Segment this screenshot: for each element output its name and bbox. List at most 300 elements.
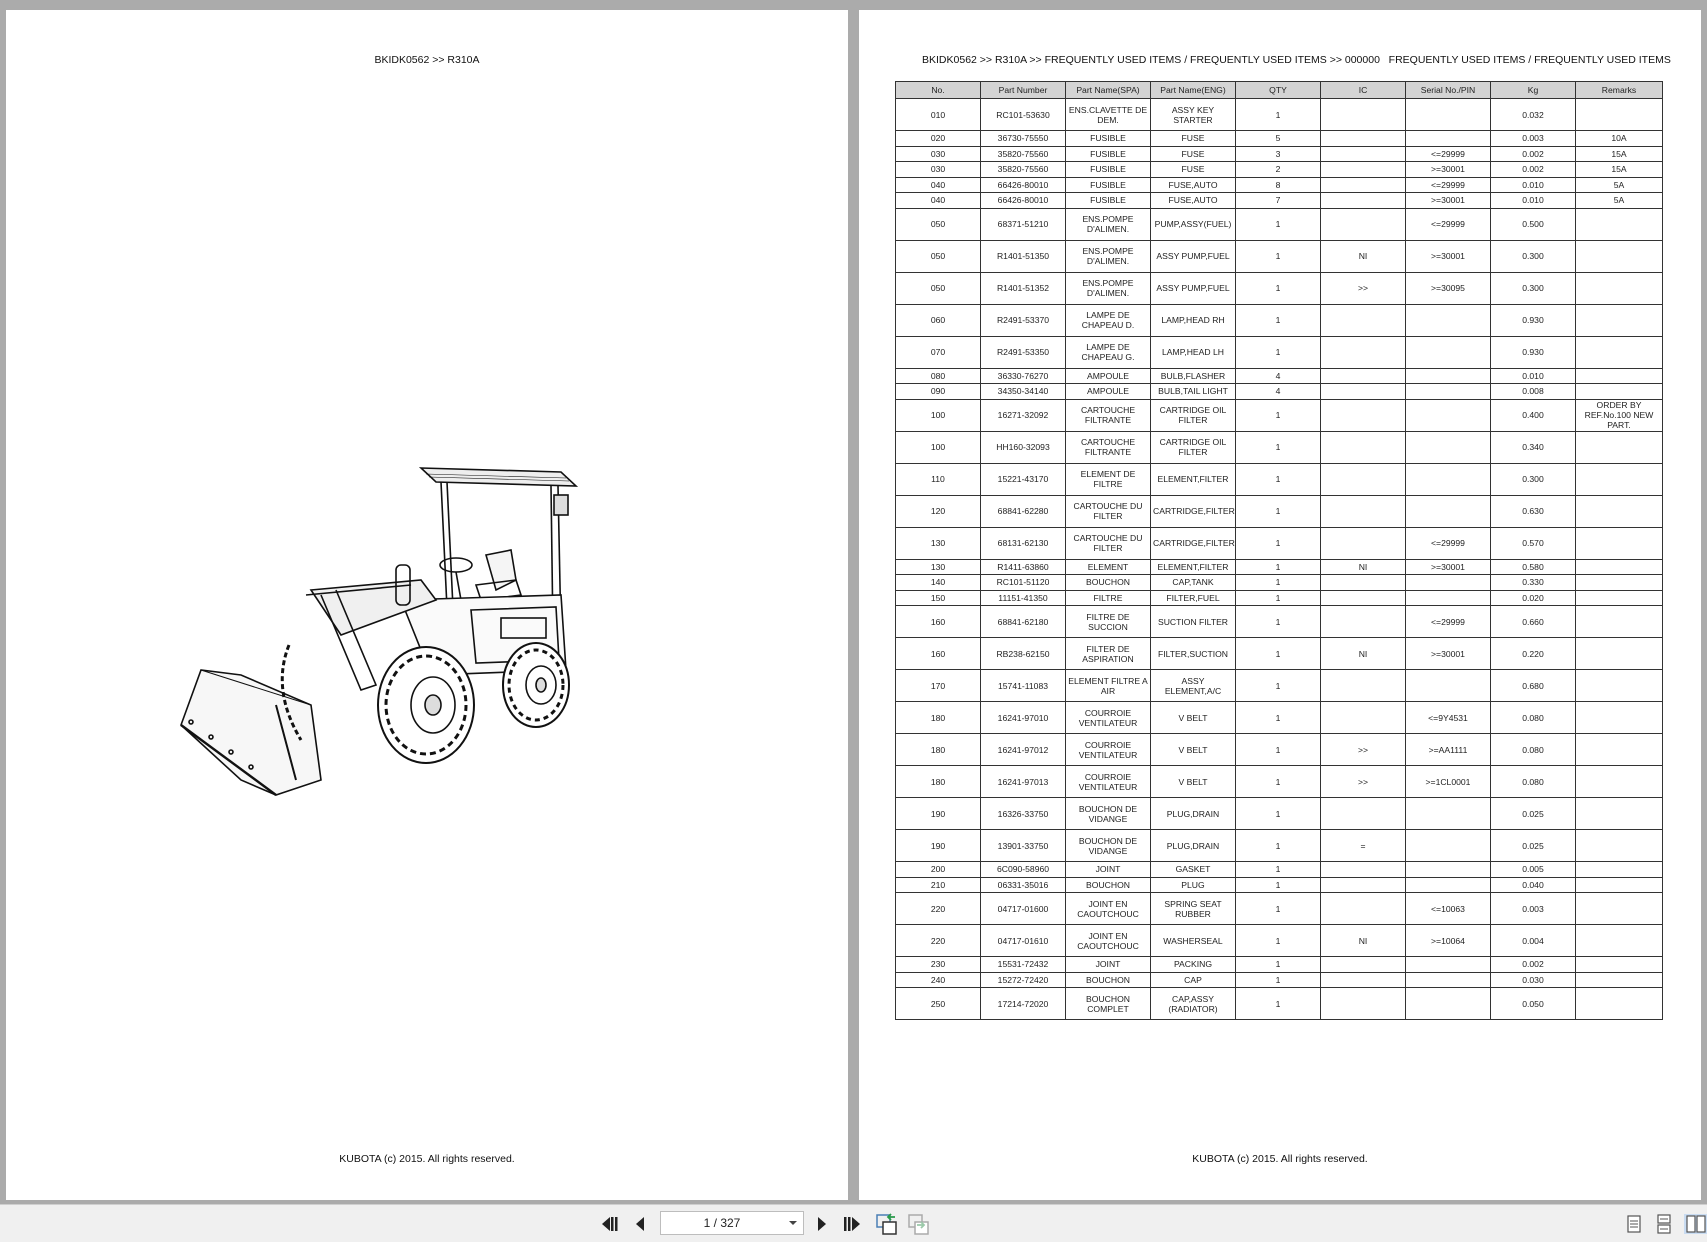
- cell-serial-pin: >=30095: [1406, 272, 1491, 304]
- cell-ic-code: [1321, 399, 1406, 431]
- table-row: [896, 575, 1663, 591]
- cell-part-number: 66426-80010: [981, 177, 1066, 193]
- cell-ic-code: [1321, 877, 1406, 893]
- cell-item-number: 110: [896, 463, 981, 495]
- cell-weight-kg: 0.630: [1491, 495, 1576, 527]
- table-row: [896, 670, 1663, 702]
- cell-part-name-eng: PLUG,DRAIN: [1151, 830, 1236, 862]
- page-header: BKIDK0562 >> R310A >> FREQUENTLY USED ITEMS / FREQUENTLY USED ITEMS >> 000000 FREQUENTLY USED ITEMS / FREQUENTLY USED ITEMS: [922, 54, 1671, 66]
- cell-ic-code: [1321, 384, 1406, 400]
- chevron-down-icon[interactable]: [789, 1221, 797, 1225]
- table-row: [896, 463, 1663, 495]
- cell-part-name-spa: COURROIE VENTILATEUR: [1066, 702, 1151, 734]
- cell-remarks: [1576, 368, 1663, 384]
- cell-serial-pin: >=30001: [1406, 240, 1491, 272]
- cell-item-number: 220: [896, 925, 981, 957]
- cell-ic-code: [1321, 431, 1406, 463]
- cell-serial-pin: [1406, 877, 1491, 893]
- cell-ic-code: [1321, 575, 1406, 591]
- cell-item-number: 010: [896, 99, 981, 131]
- cell-remarks: [1576, 877, 1663, 893]
- table-row: [896, 384, 1663, 400]
- cell-serial-pin: <=29999: [1406, 146, 1491, 162]
- table-row: [896, 399, 1663, 431]
- cell-part-number: 16241-97012: [981, 734, 1066, 766]
- cell-ic-code: [1321, 463, 1406, 495]
- cell-remarks: [1576, 240, 1663, 272]
- table-row: [896, 925, 1663, 957]
- cell-part-name-eng: CARTRIDGE,FILTER: [1151, 495, 1236, 527]
- cell-serial-pin: <=10063: [1406, 893, 1491, 925]
- cell-item-number: 040: [896, 193, 981, 209]
- cell-part-name-eng: PLUG: [1151, 877, 1236, 893]
- page-footer: KUBOTA (c) 2015. All rights reserved.: [339, 1153, 515, 1165]
- cell-remarks: 5A: [1576, 177, 1663, 193]
- next-page-icon[interactable]: [811, 1214, 831, 1234]
- cell-remarks: [1576, 893, 1663, 925]
- cell-remarks: [1576, 798, 1663, 830]
- cell-item-number: 230: [896, 957, 981, 973]
- cell-weight-kg: 0.580: [1491, 559, 1576, 575]
- cell-part-name-spa: ELEMENT DE FILTRE: [1066, 463, 1151, 495]
- cell-remarks: [1576, 208, 1663, 240]
- cell-quantity: 1: [1236, 670, 1321, 702]
- cell-serial-pin: [1406, 368, 1491, 384]
- cell-part-name-spa: JOINT: [1066, 957, 1151, 973]
- cell-part-number: R2491-53350: [981, 336, 1066, 368]
- cell-part-name-spa: FILTRE DE SUCCION: [1066, 606, 1151, 638]
- cell-remarks: [1576, 575, 1663, 591]
- cell-remarks: [1576, 670, 1663, 702]
- cell-item-number: 090: [896, 384, 981, 400]
- cell-weight-kg: 0.010: [1491, 193, 1576, 209]
- cell-part-name-eng: FUSE: [1151, 162, 1236, 178]
- cell-part-name-eng: SPRING SEAT RUBBER: [1151, 893, 1236, 925]
- cell-weight-kg: 0.020: [1491, 590, 1576, 606]
- cell-part-name-spa: CARTOUCHE DU FILTER: [1066, 495, 1151, 527]
- cell-part-number: 68841-62280: [981, 495, 1066, 527]
- page-footer: KUBOTA (c) 2015. All rights reserved.: [1192, 1153, 1368, 1165]
- table-row: [896, 559, 1663, 575]
- table-row: [896, 131, 1663, 147]
- cell-ic-code: >>: [1321, 272, 1406, 304]
- cell-part-name-eng: FILTER,SUCTION: [1151, 638, 1236, 670]
- cell-ic-code: [1321, 862, 1406, 878]
- cell-item-number: 200: [896, 862, 981, 878]
- cell-ic-code: [1321, 972, 1406, 988]
- cell-quantity: 1: [1236, 988, 1321, 1020]
- cell-part-name-spa: FUSIBLE: [1066, 193, 1151, 209]
- cell-part-name-eng: FUSE,AUTO: [1151, 177, 1236, 193]
- page-number-input[interactable]: [660, 1211, 804, 1235]
- table-row: [896, 798, 1663, 830]
- cell-remarks: [1576, 766, 1663, 798]
- previous-page-icon[interactable]: [631, 1214, 651, 1234]
- cell-ic-code: [1321, 606, 1406, 638]
- cell-ic-code: [1321, 590, 1406, 606]
- cell-part-name-eng: BULB,FLASHER: [1151, 368, 1236, 384]
- table-row: [896, 606, 1663, 638]
- table-row: [896, 304, 1663, 336]
- page-header: BKIDK0562 >> R310A: [374, 54, 480, 66]
- cell-part-name-spa: JOINT EN CAOUTCHOUC: [1066, 893, 1151, 925]
- cell-quantity: 1: [1236, 272, 1321, 304]
- cell-part-number: 16241-97010: [981, 702, 1066, 734]
- cell-weight-kg: 0.002: [1491, 162, 1576, 178]
- cell-part-number: 68371-51210: [981, 208, 1066, 240]
- cell-remarks: [1576, 495, 1663, 527]
- cell-weight-kg: 0.400: [1491, 399, 1576, 431]
- cell-weight-kg: 0.220: [1491, 638, 1576, 670]
- cell-remarks: [1576, 606, 1663, 638]
- cell-weight-kg: 0.005: [1491, 862, 1576, 878]
- column-header-part-number: Part Number: [981, 82, 1066, 99]
- table-row: [896, 830, 1663, 862]
- cell-part-name-eng: SUCTION FILTER: [1151, 606, 1236, 638]
- column-header-part-name-eng: Part Name(ENG): [1151, 82, 1236, 99]
- cell-serial-pin: [1406, 798, 1491, 830]
- cell-ic-code: NI: [1321, 638, 1406, 670]
- cell-quantity: 1: [1236, 606, 1321, 638]
- cell-serial-pin: [1406, 590, 1491, 606]
- continuous-view-icon[interactable]: [1654, 1214, 1674, 1234]
- cell-part-name-eng: LAMP,HEAD LH: [1151, 336, 1236, 368]
- cell-part-name-spa: BOUCHON COMPLET: [1066, 988, 1151, 1020]
- left-page: [6, 10, 848, 1200]
- cell-part-number: RC101-51120: [981, 575, 1066, 591]
- cell-item-number: 060: [896, 304, 981, 336]
- cell-ic-code: [1321, 99, 1406, 131]
- cell-ic-code: [1321, 304, 1406, 336]
- column-header-item-number: No.: [896, 82, 981, 99]
- cell-quantity: 1: [1236, 798, 1321, 830]
- cell-part-name-spa: ELEMENT FILTRE A AIR: [1066, 670, 1151, 702]
- cell-quantity: 1: [1236, 877, 1321, 893]
- cell-serial-pin: >=30001: [1406, 559, 1491, 575]
- cell-part-number: 11151-41350: [981, 590, 1066, 606]
- cell-ic-code: [1321, 988, 1406, 1020]
- cell-weight-kg: 0.025: [1491, 830, 1576, 862]
- cell-part-name-spa: ENS.POMPE D'ALIMEN.: [1066, 272, 1151, 304]
- cell-part-number: 16241-97013: [981, 766, 1066, 798]
- cell-part-number: 16271-32092: [981, 399, 1066, 431]
- column-header-serial-pin: Serial No./PIN: [1406, 82, 1491, 99]
- cell-serial-pin: >=30001: [1406, 193, 1491, 209]
- cell-quantity: 7: [1236, 193, 1321, 209]
- cell-ic-code: [1321, 495, 1406, 527]
- cell-part-name-spa: AMPOULE: [1066, 368, 1151, 384]
- cell-item-number: 150: [896, 590, 981, 606]
- cell-serial-pin: >=30001: [1406, 638, 1491, 670]
- cell-part-number: RC101-53630: [981, 99, 1066, 131]
- cell-part-name-eng: V BELT: [1151, 766, 1236, 798]
- cell-quantity: 1: [1236, 399, 1321, 431]
- cell-part-name-spa: LAMPE DE CHAPEAU G.: [1066, 336, 1151, 368]
- right-page: [859, 10, 1701, 1200]
- cell-serial-pin: <=29999: [1406, 177, 1491, 193]
- cell-part-name-eng: CARTRIDGE,FILTER: [1151, 527, 1236, 559]
- cell-part-number: 15272-72420: [981, 972, 1066, 988]
- table-row: [896, 240, 1663, 272]
- cell-part-name-spa: ENS.CLAVETTE DE DEM.: [1066, 99, 1151, 131]
- cell-weight-kg: 0.300: [1491, 240, 1576, 272]
- cell-part-name-spa: ELEMENT: [1066, 559, 1151, 575]
- cell-quantity: 1: [1236, 559, 1321, 575]
- cell-remarks: [1576, 272, 1663, 304]
- cell-part-name-spa: COURROIE VENTILATEUR: [1066, 766, 1151, 798]
- cell-part-name-eng: WASHERSEAL: [1151, 925, 1236, 957]
- cell-quantity: 1: [1236, 925, 1321, 957]
- cell-ic-code: [1321, 893, 1406, 925]
- cell-quantity: 1: [1236, 766, 1321, 798]
- cell-item-number: 170: [896, 670, 981, 702]
- cell-item-number: 180: [896, 734, 981, 766]
- cell-quantity: 1: [1236, 702, 1321, 734]
- cell-quantity: 5: [1236, 131, 1321, 147]
- cell-part-number: 34350-34140: [981, 384, 1066, 400]
- cell-remarks: [1576, 304, 1663, 336]
- cell-part-name-spa: FUSIBLE: [1066, 177, 1151, 193]
- cell-item-number: 130: [896, 527, 981, 559]
- cell-part-number: RB238-62150: [981, 638, 1066, 670]
- cell-part-number: 68131-62130: [981, 527, 1066, 559]
- cell-serial-pin: >=AA1111: [1406, 734, 1491, 766]
- facing-pages-view-icon[interactable]: [1684, 1214, 1707, 1234]
- cell-ic-code: [1321, 957, 1406, 973]
- parts-table: [895, 81, 1663, 1020]
- cell-serial-pin: >=10064: [1406, 925, 1491, 957]
- cell-weight-kg: 0.570: [1491, 527, 1576, 559]
- cell-part-number: 36730-75550: [981, 131, 1066, 147]
- cell-quantity: 1: [1236, 99, 1321, 131]
- cell-remarks: 5A: [1576, 193, 1663, 209]
- cell-remarks: [1576, 527, 1663, 559]
- single-page-view-icon[interactable]: [1624, 1214, 1644, 1234]
- cell-part-name-spa: FUSIBLE: [1066, 146, 1151, 162]
- cell-quantity: 1: [1236, 208, 1321, 240]
- cell-quantity: 8: [1236, 177, 1321, 193]
- table-row: [896, 431, 1663, 463]
- cell-part-number: R1401-51352: [981, 272, 1066, 304]
- page-indicator: 1 / 327: [703, 1216, 741, 1230]
- cell-serial-pin: [1406, 431, 1491, 463]
- cell-weight-kg: 0.008: [1491, 384, 1576, 400]
- cell-serial-pin: [1406, 957, 1491, 973]
- column-header-remarks: Remarks: [1576, 82, 1663, 99]
- cell-remarks: [1576, 830, 1663, 862]
- cell-part-name-eng: PUMP,ASSY(FUEL): [1151, 208, 1236, 240]
- cell-part-name-eng: CARTRIDGE OIL FILTER: [1151, 431, 1236, 463]
- cell-remarks: [1576, 638, 1663, 670]
- cell-serial-pin: [1406, 670, 1491, 702]
- cell-weight-kg: 0.340: [1491, 431, 1576, 463]
- cell-quantity: 1: [1236, 463, 1321, 495]
- previous-view-icon[interactable]: [875, 1212, 899, 1236]
- table-row: [896, 893, 1663, 925]
- cell-item-number: 040: [896, 177, 981, 193]
- cell-part-name-eng: CAP,TANK: [1151, 575, 1236, 591]
- cell-part-name-eng: CAP,ASSY (RADIATOR): [1151, 988, 1236, 1020]
- cell-serial-pin: [1406, 862, 1491, 878]
- cell-part-name-spa: BOUCHON: [1066, 877, 1151, 893]
- cell-quantity: 3: [1236, 146, 1321, 162]
- cell-part-number: 06331-35016: [981, 877, 1066, 893]
- cell-ic-code: NI: [1321, 925, 1406, 957]
- cell-part-number: 04717-01610: [981, 925, 1066, 957]
- cell-quantity: 4: [1236, 384, 1321, 400]
- table-row: [896, 336, 1663, 368]
- column-header-part-name-spa: Part Name(SPA): [1066, 82, 1151, 99]
- cell-item-number: 020: [896, 131, 981, 147]
- cell-part-name-eng: FUSE,AUTO: [1151, 193, 1236, 209]
- cell-part-name-spa: FILTRE: [1066, 590, 1151, 606]
- cell-item-number: 050: [896, 272, 981, 304]
- cell-ic-code: [1321, 336, 1406, 368]
- table-row: [896, 272, 1663, 304]
- cell-ic-code: [1321, 162, 1406, 178]
- table-header-row: [896, 82, 1663, 99]
- cell-weight-kg: 0.002: [1491, 146, 1576, 162]
- cell-serial-pin: [1406, 463, 1491, 495]
- table-row: [896, 527, 1663, 559]
- cell-part-name-spa: COURROIE VENTILATEUR: [1066, 734, 1151, 766]
- table-row: [896, 495, 1663, 527]
- cell-weight-kg: 0.003: [1491, 131, 1576, 147]
- cell-part-name-spa: JOINT EN CAOUTCHOUC: [1066, 925, 1151, 957]
- table-row: [896, 988, 1663, 1020]
- cell-ic-code: [1321, 702, 1406, 734]
- cell-item-number: 030: [896, 146, 981, 162]
- cell-part-name-eng: V BELT: [1151, 702, 1236, 734]
- cell-serial-pin: >=1CL0001: [1406, 766, 1491, 798]
- cell-ic-code: [1321, 146, 1406, 162]
- cell-part-number: 15221-43170: [981, 463, 1066, 495]
- cell-remarks: [1576, 336, 1663, 368]
- cell-part-name-eng: FILTER,FUEL: [1151, 590, 1236, 606]
- cell-part-name-spa: CARTOUCHE DU FILTER: [1066, 527, 1151, 559]
- cell-item-number: 050: [896, 208, 981, 240]
- cell-serial-pin: [1406, 399, 1491, 431]
- cell-serial-pin: [1406, 99, 1491, 131]
- cell-part-number: 35820-75560: [981, 146, 1066, 162]
- cell-part-number: 13901-33750: [981, 830, 1066, 862]
- cell-weight-kg: 0.025: [1491, 798, 1576, 830]
- cell-part-name-eng: FUSE: [1151, 146, 1236, 162]
- cell-item-number: 030: [896, 162, 981, 178]
- cell-ic-code: >>: [1321, 734, 1406, 766]
- table-row: [896, 193, 1663, 209]
- cell-part-name-eng: CARTRIDGE OIL FILTER: [1151, 399, 1236, 431]
- cell-item-number: 160: [896, 606, 981, 638]
- cell-ic-code: [1321, 177, 1406, 193]
- cell-serial-pin: [1406, 384, 1491, 400]
- next-view-icon[interactable]: [907, 1212, 931, 1236]
- cell-ic-code: >>: [1321, 766, 1406, 798]
- cell-quantity: 1: [1236, 495, 1321, 527]
- table-row: [896, 146, 1663, 162]
- cell-weight-kg: 0.300: [1491, 272, 1576, 304]
- cell-quantity: 1: [1236, 240, 1321, 272]
- cell-remarks: ORDER BY REF.No.100 NEW PART.: [1576, 399, 1663, 431]
- cell-part-name-eng: GASKET: [1151, 862, 1236, 878]
- cell-remarks: 15A: [1576, 162, 1663, 178]
- cell-item-number: 130: [896, 559, 981, 575]
- cell-weight-kg: 0.010: [1491, 368, 1576, 384]
- cell-part-name-spa: LAMPE DE CHAPEAU D.: [1066, 304, 1151, 336]
- cell-remarks: [1576, 590, 1663, 606]
- cell-weight-kg: 0.080: [1491, 702, 1576, 734]
- cell-part-name-eng: ASSY PUMP,FUEL: [1151, 240, 1236, 272]
- cell-serial-pin: [1406, 972, 1491, 988]
- cell-part-number: 17214-72020: [981, 988, 1066, 1020]
- cell-quantity: 1: [1236, 431, 1321, 463]
- cell-remarks: [1576, 734, 1663, 766]
- cell-part-number: 6C090-58960: [981, 862, 1066, 878]
- cell-item-number: 190: [896, 798, 981, 830]
- cell-part-number: 66426-80010: [981, 193, 1066, 209]
- cell-weight-kg: 0.050: [1491, 988, 1576, 1020]
- column-header-quantity: QTY: [1236, 82, 1321, 99]
- cell-item-number: 160: [896, 638, 981, 670]
- last-page-icon[interactable]: [842, 1214, 862, 1234]
- cell-quantity: 1: [1236, 304, 1321, 336]
- cell-serial-pin: [1406, 336, 1491, 368]
- cell-serial-pin: [1406, 131, 1491, 147]
- table-row: [896, 177, 1663, 193]
- cell-part-name-eng: FUSE: [1151, 131, 1236, 147]
- first-page-icon[interactable]: [600, 1214, 620, 1234]
- cell-item-number: 140: [896, 575, 981, 591]
- cell-weight-kg: 0.300: [1491, 463, 1576, 495]
- cell-part-name-eng: ASSY KEY STARTER: [1151, 99, 1236, 131]
- cell-ic-code: NI: [1321, 559, 1406, 575]
- cell-part-name-spa: JOINT: [1066, 862, 1151, 878]
- cell-part-name-eng: ASSY PUMP,FUEL: [1151, 272, 1236, 304]
- cell-part-number: 35820-75560: [981, 162, 1066, 178]
- cell-item-number: 120: [896, 495, 981, 527]
- cell-quantity: 1: [1236, 638, 1321, 670]
- cell-weight-kg: 0.010: [1491, 177, 1576, 193]
- cell-part-name-spa: CARTOUCHE FILTRANTE: [1066, 399, 1151, 431]
- cell-serial-pin: <=29999: [1406, 208, 1491, 240]
- cell-quantity: 1: [1236, 972, 1321, 988]
- cell-quantity: 1: [1236, 590, 1321, 606]
- cell-remarks: [1576, 702, 1663, 734]
- cell-remarks: [1576, 431, 1663, 463]
- cell-quantity: 1: [1236, 862, 1321, 878]
- column-header-weight-kg: Kg: [1491, 82, 1576, 99]
- cell-ic-code: [1321, 131, 1406, 147]
- table-row: [896, 877, 1663, 893]
- cell-remarks: [1576, 988, 1663, 1020]
- cell-remarks: [1576, 99, 1663, 131]
- cell-ic-code: [1321, 368, 1406, 384]
- table-row: [896, 368, 1663, 384]
- table-row: [896, 638, 1663, 670]
- cell-quantity: 1: [1236, 575, 1321, 591]
- cell-weight-kg: 0.930: [1491, 336, 1576, 368]
- cell-quantity: 4: [1236, 368, 1321, 384]
- cell-serial-pin: [1406, 988, 1491, 1020]
- table-row: [896, 99, 1663, 131]
- cell-remarks: [1576, 559, 1663, 575]
- cell-part-name-eng: V BELT: [1151, 734, 1236, 766]
- table-row: [896, 734, 1663, 766]
- cell-part-name-eng: ASSY ELEMENT,A/C: [1151, 670, 1236, 702]
- table-body: [896, 99, 1663, 1020]
- cell-part-name-spa: BOUCHON: [1066, 575, 1151, 591]
- cell-weight-kg: 0.080: [1491, 734, 1576, 766]
